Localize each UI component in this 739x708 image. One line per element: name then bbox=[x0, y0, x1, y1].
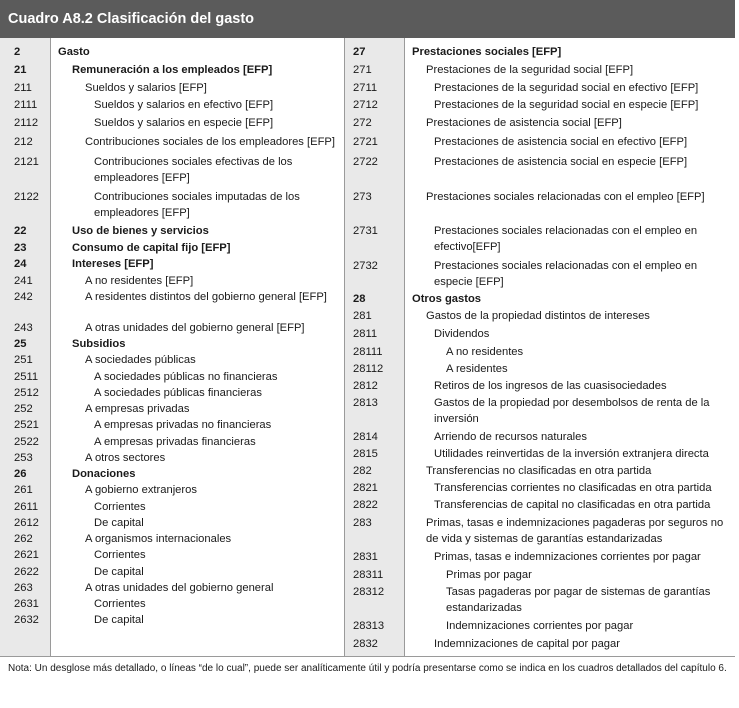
row-code: 2111 bbox=[14, 99, 38, 111]
table-title-bar bbox=[0, 0, 735, 38]
row-label: Corrientes bbox=[94, 501, 146, 513]
row-label: Prestaciones sociales [EFP] bbox=[412, 46, 562, 58]
row-label: Gastos de la propiedad distintos de intereses bbox=[426, 310, 650, 322]
row-label: A residentes bbox=[446, 363, 508, 375]
row-label: Prestaciones de asistencia social [EFP] bbox=[426, 117, 622, 129]
row-code: 21 bbox=[14, 64, 27, 76]
row-code: 2721 bbox=[353, 136, 378, 148]
row-code: 2732 bbox=[353, 260, 378, 272]
column-divider bbox=[344, 38, 345, 656]
row-code: 2831 bbox=[353, 551, 378, 563]
row-label: A sociedades públicas no financieras bbox=[94, 371, 278, 383]
row-code: 28312 bbox=[353, 586, 385, 598]
row-label: Indemnizaciones de capital por pagar bbox=[434, 638, 620, 650]
row-code: 252 bbox=[14, 403, 33, 415]
row-code: 2511 bbox=[14, 371, 39, 383]
row-code: 2814 bbox=[353, 431, 378, 443]
table-note: Nota: Un desglose más detallado, o líneas “de lo cual”, puede ser analíticamente útil y podría presentarse como se indica en los cuadros detallados del capítulo 6. bbox=[8, 663, 727, 674]
row-code: 2521 bbox=[14, 419, 39, 431]
row-label: A otras unidades del gobierno general [EFP] bbox=[85, 322, 305, 334]
row-label: Uso de bienes y servicios bbox=[72, 225, 209, 237]
row-code: 2612 bbox=[14, 517, 39, 529]
row-code: 2522 bbox=[14, 436, 39, 448]
row-label: De capital bbox=[94, 517, 144, 529]
row-label: Donaciones bbox=[72, 468, 136, 480]
row-code: 283 bbox=[353, 517, 372, 529]
row-label: Retiros de los ingresos de las cuasisociedades bbox=[434, 380, 667, 392]
row-label: Gastos de la propiedad por desembolsos de renta de la inversión bbox=[434, 397, 710, 425]
row-code: 2832 bbox=[353, 638, 378, 650]
row-code: 2621 bbox=[14, 549, 39, 561]
row-code: 28111 bbox=[353, 346, 383, 358]
row-label: A gobierno extranjeros bbox=[85, 484, 197, 496]
row-label: Prestaciones sociales relacionadas con el empleo en efectivo[EFP] bbox=[434, 225, 698, 253]
row-label: A sociedades públicas bbox=[85, 354, 196, 366]
row-label: Contribuciones sociales de los empleadores [EFP] bbox=[85, 136, 335, 148]
row-code: 28112 bbox=[353, 363, 384, 375]
row-label: Dividendos bbox=[434, 328, 490, 340]
row-code: 24 bbox=[14, 258, 27, 270]
row-label: De capital bbox=[94, 566, 144, 578]
table-title: Cuadro A8.2 Clasificación del gasto bbox=[8, 11, 255, 27]
row-code: 28311 bbox=[353, 569, 384, 581]
row-code: 2512 bbox=[14, 387, 39, 399]
row-label: A no residentes [EFP] bbox=[85, 275, 194, 287]
row-code: 25 bbox=[14, 338, 27, 350]
row-label: A empresas privadas bbox=[85, 403, 190, 415]
row-code: 2822 bbox=[353, 499, 378, 511]
classification-table bbox=[0, 38, 735, 657]
row-code: 211 bbox=[14, 82, 32, 94]
row-label: A residentes distintos del gobierno general [EFP] bbox=[85, 291, 327, 303]
row-code: 2712 bbox=[353, 99, 378, 111]
row-code: 2811 bbox=[353, 328, 378, 340]
row-label: Prestaciones de asistencia social en efectivo [EFP] bbox=[434, 136, 688, 148]
row-label: Otros gastos bbox=[412, 293, 482, 305]
row-label: A organismos internacionales bbox=[85, 533, 232, 545]
row-code: 2122 bbox=[14, 191, 39, 203]
row-label: Corrientes bbox=[94, 549, 146, 561]
row-label: Tasas pagaderas por pagar de sistemas de garantías estandarizadas bbox=[446, 586, 711, 614]
row-code: 2711 bbox=[353, 82, 378, 94]
row-code: 243 bbox=[14, 322, 33, 334]
row-code: 2121 bbox=[14, 156, 39, 168]
row-code: 28 bbox=[353, 293, 366, 305]
row-code: 281 bbox=[353, 310, 372, 322]
row-code: 2611 bbox=[14, 501, 39, 513]
row-code: 2112 bbox=[14, 117, 39, 129]
row-code: 251 bbox=[14, 354, 33, 366]
row-code: 22 bbox=[14, 225, 27, 237]
row-code: 2631 bbox=[14, 598, 39, 610]
row-label: A empresas privadas no financieras bbox=[94, 419, 272, 431]
row-label: Subsidios bbox=[72, 338, 126, 350]
row-label: Indemnizaciones corrientes por pagar bbox=[446, 620, 634, 632]
row-code: 262 bbox=[14, 533, 33, 545]
row-label: Primas, tasas e indemnizaciones corrientes por pagar bbox=[434, 551, 701, 563]
row-label: Consumo de capital fijo [EFP] bbox=[72, 242, 231, 254]
row-label: A no residentes bbox=[446, 346, 524, 358]
column-divider bbox=[50, 38, 51, 656]
row-label: Prestaciones de asistencia social en especie [EFP] bbox=[434, 156, 688, 168]
row-label: Primas por pagar bbox=[446, 569, 532, 581]
row-code: 253 bbox=[14, 452, 33, 464]
row-label: Contribuciones sociales imputadas de los empleadores [EFP] bbox=[94, 191, 300, 219]
row-code: 2812 bbox=[353, 380, 378, 392]
row-code: 28313 bbox=[353, 620, 385, 632]
row-label: Prestaciones sociales relacionadas con el empleo en especie [EFP] bbox=[434, 260, 698, 288]
row-label: Utilidades reinvertidas de la inversión extranjera directa bbox=[434, 448, 709, 460]
row-label: A otros sectores bbox=[85, 452, 166, 464]
row-label: Prestaciones de la seguridad social en efectivo [EFP] bbox=[434, 82, 699, 94]
row-label: Prestaciones de la seguridad social [EFP] bbox=[426, 64, 634, 76]
row-label: Sueldos y salarios [EFP] bbox=[85, 82, 207, 94]
row-code: 26 bbox=[14, 468, 27, 480]
row-label: Gasto bbox=[58, 46, 90, 58]
row-code: 242 bbox=[14, 291, 33, 303]
row-code: 263 bbox=[14, 582, 33, 594]
row-label: Prestaciones de la seguridad social en especie [EFP] bbox=[434, 99, 699, 111]
row-code: 2821 bbox=[353, 482, 378, 494]
column-divider bbox=[404, 38, 405, 656]
row-label: Transferencias corrientes no clasificadas en otra partida bbox=[434, 482, 712, 494]
row-label: Prestaciones sociales relacionadas con el empleo [EFP] bbox=[426, 191, 705, 203]
row-label: A empresas privadas financieras bbox=[94, 436, 256, 448]
row-code: 241 bbox=[14, 275, 33, 287]
row-label: Transferencias no clasificadas en otra partida bbox=[426, 465, 652, 477]
row-label: Transferencias de capital no clasificadas en otra partida bbox=[434, 499, 711, 511]
row-code: 212 bbox=[14, 136, 33, 148]
row-code: 2 bbox=[14, 46, 21, 58]
row-code: 23 bbox=[14, 242, 27, 254]
row-code: 261 bbox=[14, 484, 33, 496]
row-code: 282 bbox=[353, 465, 372, 477]
row-code: 2622 bbox=[14, 566, 39, 578]
row-label: Sueldos y salarios en efectivo [EFP] bbox=[94, 99, 274, 111]
row-label: A otras unidades del gobierno general bbox=[85, 582, 274, 594]
row-code: 2722 bbox=[353, 156, 378, 168]
row-code: 2815 bbox=[353, 448, 378, 460]
row-label: A sociedades públicas financieras bbox=[94, 387, 262, 399]
row-code: 2632 bbox=[14, 614, 39, 626]
row-label: Intereses [EFP] bbox=[72, 258, 154, 270]
row-code: 272 bbox=[353, 117, 372, 129]
row-label: Arriendo de recursos naturales bbox=[434, 431, 587, 443]
row-code: 271 bbox=[353, 64, 372, 76]
row-label: Sueldos y salarios en especie [EFP] bbox=[94, 117, 274, 129]
row-label: Corrientes bbox=[94, 598, 146, 610]
row-label: Remuneración a los empleados [EFP] bbox=[72, 64, 273, 76]
row-code: 2731 bbox=[353, 225, 378, 237]
row-code: 273 bbox=[353, 191, 372, 203]
row-code: 27 bbox=[353, 46, 366, 58]
row-label: Contribuciones sociales efectivas de los empleadores [EFP] bbox=[94, 156, 293, 184]
row-code: 2813 bbox=[353, 397, 378, 409]
row-label: Primas, tasas e indemnizaciones pagaderas por seguros no de vida y sistemas de garantías estandarizadas bbox=[426, 517, 724, 545]
row-label: De capital bbox=[94, 614, 144, 626]
